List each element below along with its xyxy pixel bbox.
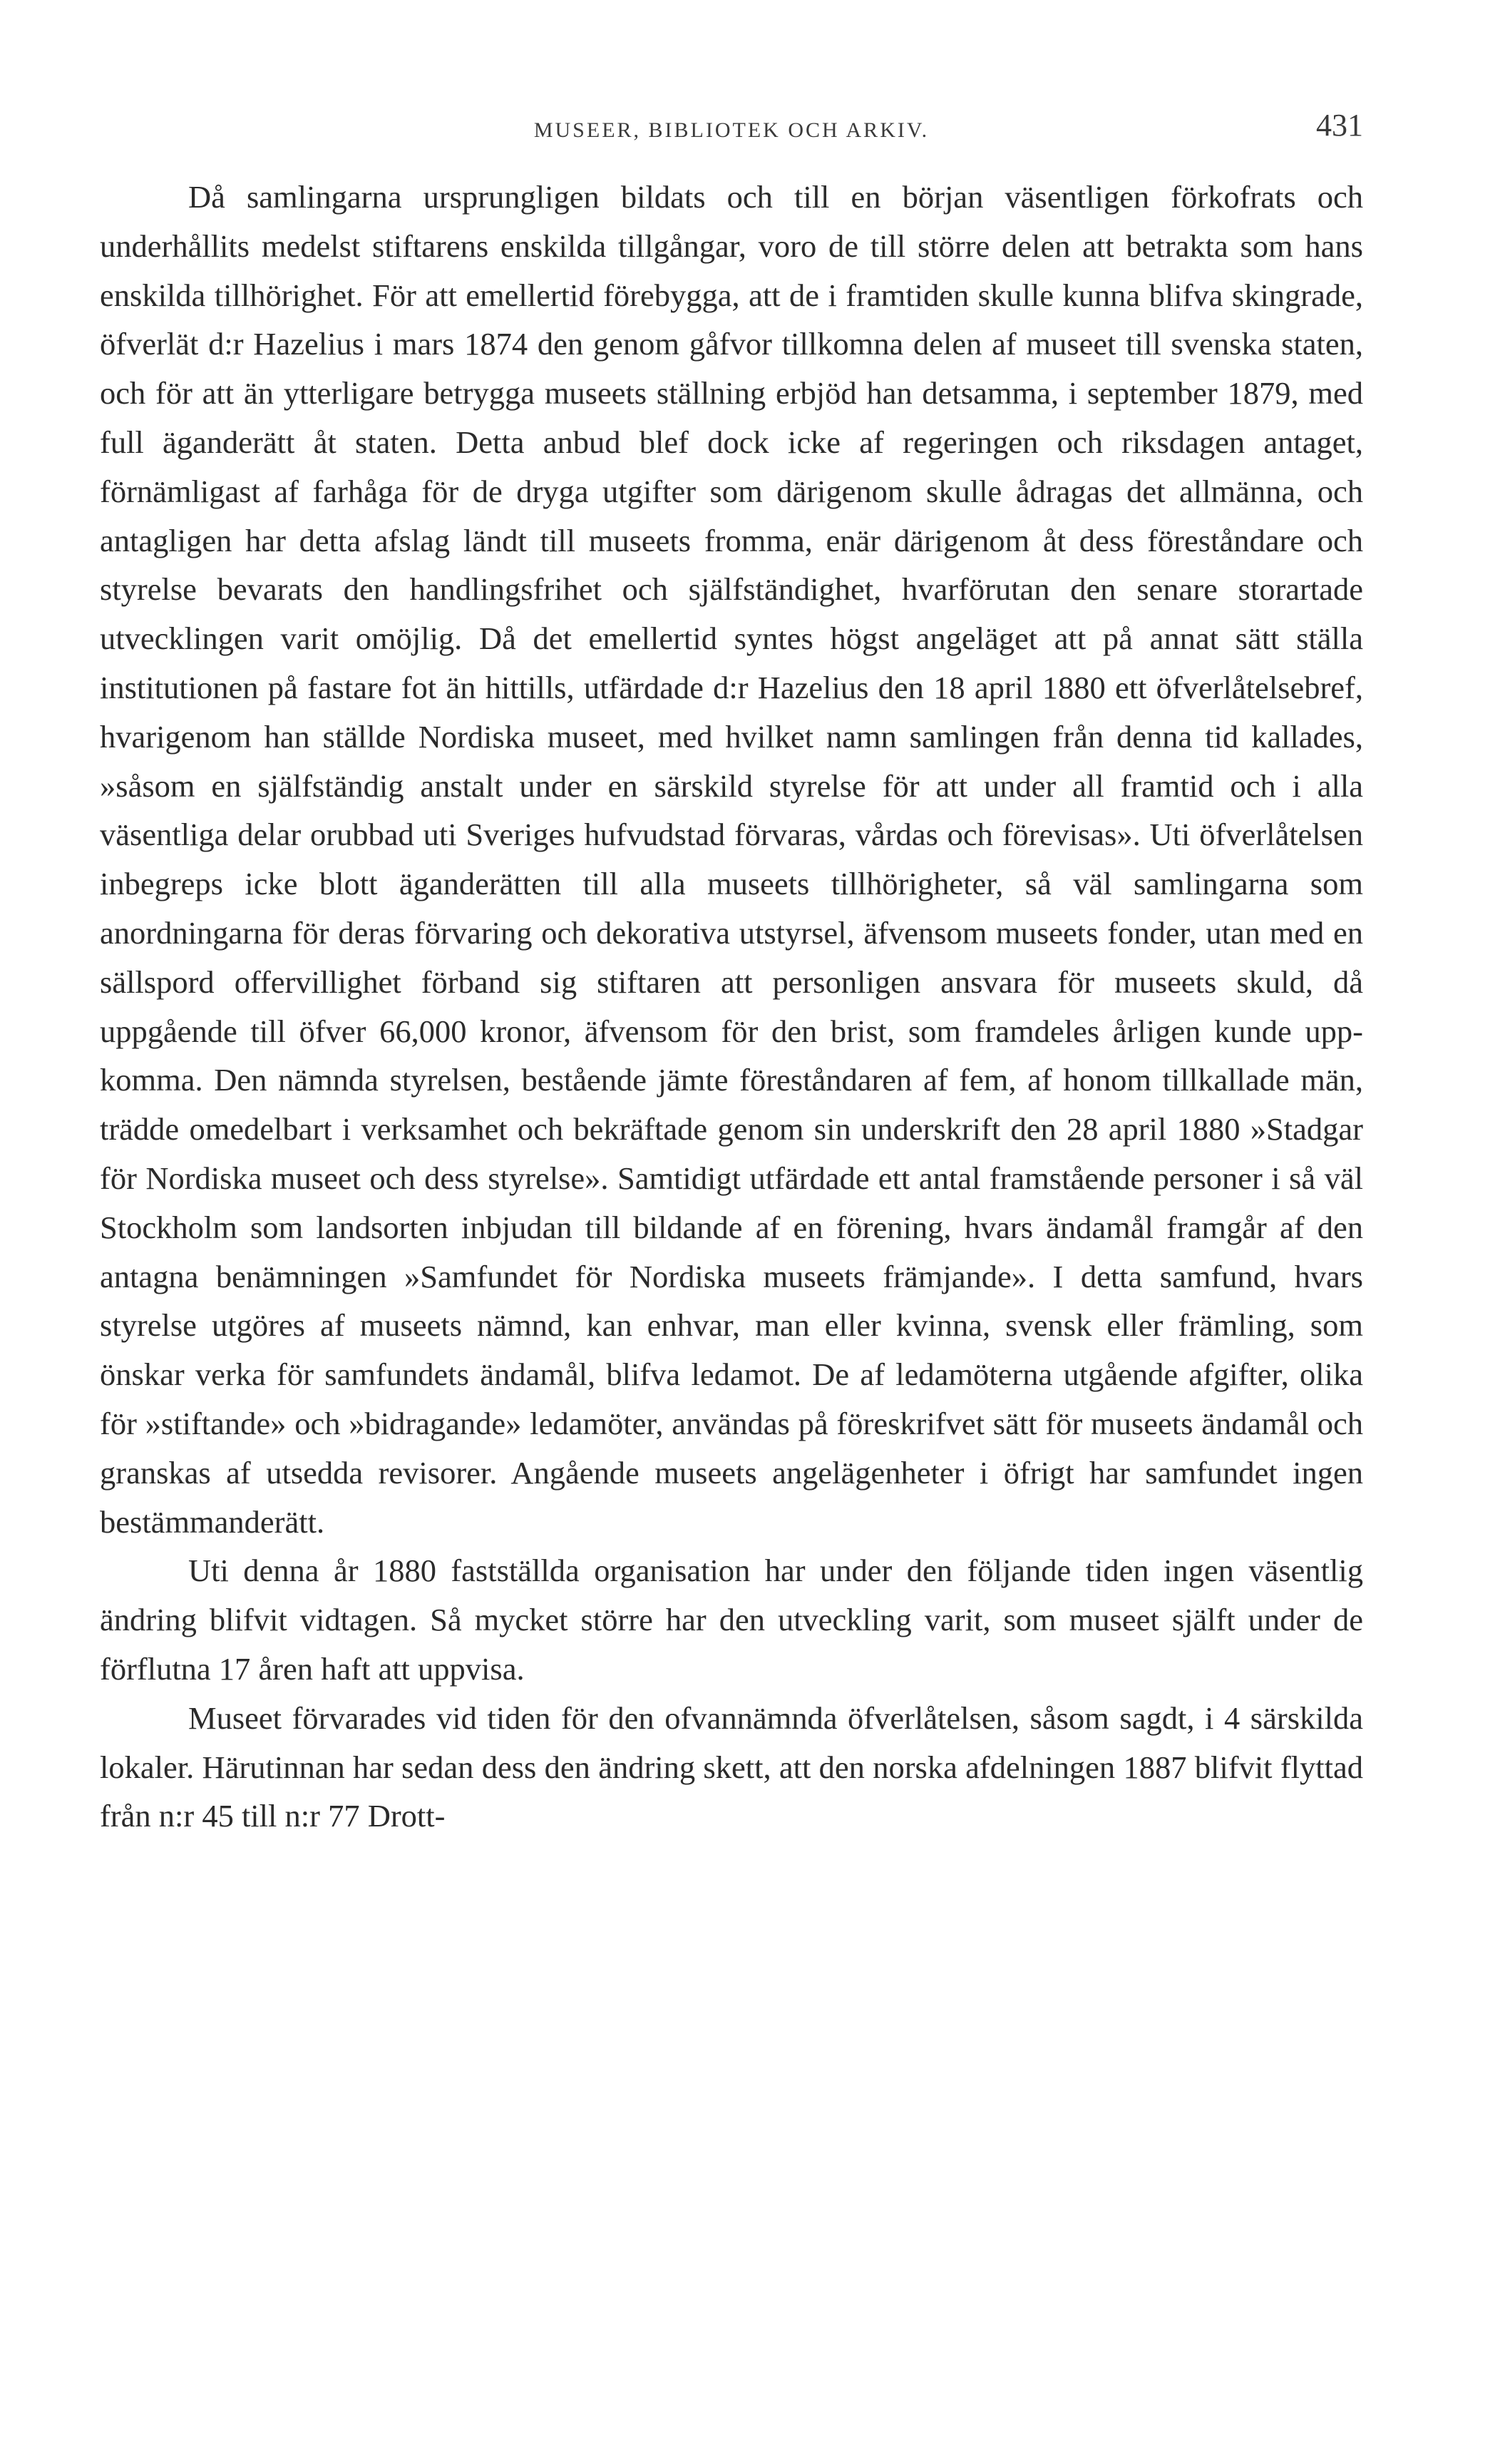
paragraph: Uti denna år 1880 fastställda organisation har under den följande tiden ingen väsentlig ändring blifvit vidtagen. Så mycket större har den utveckling varit, som museet själft under de förflutna 17 åren haft att uppvisa. [100, 1553, 1363, 1687]
paragraph: Då samlingarna ursprungligen bildats och till en början väsentligen förkofrats och underhållits medelst stiftarens enskilda tillgångar, voro de till större delen att betrakta som hans enskilda tillhörighet. För att emellertid förebygga, att de i framtiden skulle kunna blifva skingrade, öfverlät d:r Hazelius i mars 1874 den genom gåfvor tillkomna delen af museet till svenska staten, och för att än ytterligare betrygga museets ställning erbjöd han detsamma, i september 1879, med full äganderätt åt staten. Detta anbud blef dock icke af regeringen och riksdagen antaget, förnämligast af farhåga för de dryga utgifter som därigenom skulle ådragas det allmänna, och antagligen har detta afslag ländt till museets fromma, enär därigenom åt dess föreståndare och styrelse bevarats den handlingsfrihet och själfständighet, hvarförutan den senare storartade utvecklingen varit omöjlig. Då det emellertid syntes högst angeläget att på annat sätt ställa institutionen på fastare fot än hittills, utfärdade d:r Hazelius den 18 april 1880 ett öfverlåtelsebref, hvarigenom han ställde Nordiska museet, med hvilket namn samlingen från denna tid kallades, »såsom en själfständig anstalt under en särskild styrelse för att under all framtid och i alla väsentliga delar orubbad uti Sveriges hufvudstad förvaras, vårdas och förevisas». Uti öfverlåtelsen inbegreps icke blott äganderätten till alla museets tillhörigheter, så väl samlingarna som anordningarna för deras förvaring och dekorativa utstyrsel, äfvensom museets fonder, utan med en sällspord offervillighet förband sig stiftaren att personligen ansvara för museets skuld, då uppgående till öfver 66,000 kronor, äfvensom för den brist, som framdeles årligen kunde uppkomma. Den nämnda styrelsen, bestående jämte föreståndaren af fem, af honom tillkallade män, trädde omedelbart i verksamhet och bekräftade genom sin underskrift den 28 april 1880 »Stadgar för Nordiska museet och dess styrelse». Samtidigt utfärdade ett antal framstående personer i så väl Stockholm som landsorten inbjudan till bildande af en förening, hvars ändamål framgår af den antagna benämningen »Samfundet för Nordiska museets främjande». I detta samfund, hvars styrelse utgöres af museets nämnd, kan enhvar, man eller kvinna, svensk eller främling, som önskar verka för samfundets ändamål, blifva ledamot. De af ledamöterna utgående afgifter, olika för »stiftande» och »bidragande» ledamöter, användas på föreskrifvet sätt för museets ändamål och granskas af utsedda revisorer. Angående museets angelägenheter i öfrigt har samfundet ingen bestämmanderätt. [100, 179, 1363, 1540]
book-page [100, 107, 1363, 1841]
running-header [100, 107, 1363, 157]
paragraph: Museet förvarades vid tiden för den ofvannämnda öfverlåtelsen, såsom sagdt, i 4 särskilda lokaler. Härutinnan har sedan dess den ändring skett, att den norska afdelningen 1887 blifvit flyttad från n:r 45 till n:r 77 Drott- [100, 1699, 1363, 1834]
running-title: MUSEER, BIBLIOTEK OCH ARKIV. [533, 118, 930, 142]
body-text [100, 173, 1363, 1841]
page-number: 431 [1316, 108, 1363, 143]
